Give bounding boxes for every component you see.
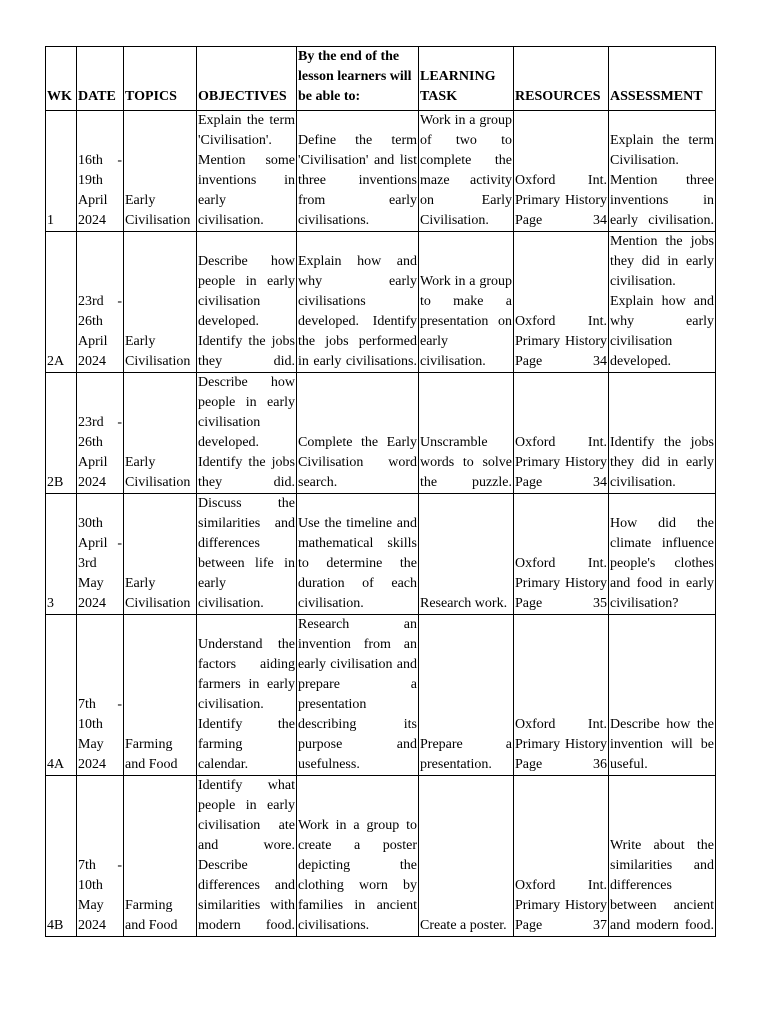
table-row — [46, 232, 716, 373]
table-row — [46, 111, 716, 232]
cell-assessment: Explain the term Civilisation. Mention three inventions in early civilisation. — [609, 111, 716, 232]
table-row — [46, 494, 716, 615]
cell-wk: 2B — [46, 373, 77, 494]
header-resources: RESOURCES — [514, 47, 609, 111]
cell-resources: Oxford Int. Primary History Page 34 — [514, 111, 609, 232]
cell-resources: Oxford Int. Primary History Page 35 — [514, 494, 609, 615]
cell-date: 23rd - 26th April 2024 — [77, 232, 124, 373]
cell-resources: Oxford Int. Primary History Page 37 — [514, 776, 609, 937]
cell-resources: Oxford Int. Primary History Page 34 — [514, 373, 609, 494]
table-row — [46, 776, 716, 937]
header-row — [46, 47, 716, 111]
cell-objectives: Understand the factors aiding farmers in early civilisation. Identify the farming calendar. — [197, 615, 297, 776]
cell-objectives: Identify what people in early civilisation ate and wore. Describe differences and similarities with modern food. — [197, 776, 297, 937]
cell-outcome: Work in a group to create a poster depicting the clothing worn by families in ancient civilisations. — [297, 776, 419, 937]
cell-task: Work in a group of two to complete the maze activity on Early Civilisation. — [419, 111, 514, 232]
header-learning-task: LEARNING TASK — [419, 47, 514, 111]
cell-task: Prepare a presentation. — [419, 615, 514, 776]
cell-wk: 3 — [46, 494, 77, 615]
cell-topic: Farming and Food — [124, 776, 197, 937]
cell-assessment: Identify the jobs they did in early civilisation. — [609, 373, 716, 494]
cell-outcome: Research an invention from an early civilisation and prepare a presentation describing its purpose and usefulness. — [297, 615, 419, 776]
cell-date: 7th - 10th May 2024 — [77, 776, 124, 937]
header-assessment: ASSESSMENT — [609, 47, 716, 111]
cell-date: 16th - 19th April 2024 — [77, 111, 124, 232]
scheme-of-work-table — [45, 46, 716, 937]
cell-outcome: Complete the Early Civilisation word search. — [297, 373, 419, 494]
cell-wk: 1 — [46, 111, 77, 232]
cell-outcome: Define the term 'Civilisation' and list three inventions from early civilisations. — [297, 111, 419, 232]
cell-date: 7th - 10th May 2024 — [77, 615, 124, 776]
cell-date: 30th April - 3rd May 2024 — [77, 494, 124, 615]
cell-topic: Early Civilisation — [124, 494, 197, 615]
cell-objectives: Explain the term 'Civilisation'. Mention some inventions in early civilisation. — [197, 111, 297, 232]
cell-objectives: Describe how people in early civilisation developed. Identify the jobs they did. — [197, 232, 297, 373]
cell-date: 23rd - 26th April 2024 — [77, 373, 124, 494]
cell-assessment: Write about the similarities and differences between ancient and modern food. — [609, 776, 716, 937]
cell-outcome: Explain how and why early civilisations developed. Identify the jobs performed in early civilisations. — [297, 232, 419, 373]
cell-task: Unscramble words to solve the puzzle. — [419, 373, 514, 494]
cell-assessment: Mention the jobs they did in early civilisation. Explain how and why early civilisation developed. — [609, 232, 716, 373]
header-date: DATE — [77, 47, 124, 111]
cell-task: Work in a group to make a presentation on early civilisation. — [419, 232, 514, 373]
cell-topic: Early Civilisation — [124, 373, 197, 494]
header-topics: TOPICS — [124, 47, 197, 111]
cell-assessment: How did the climate influence people's clothes and food in early civilisation? — [609, 494, 716, 615]
cell-topic: Early Civilisation — [124, 232, 197, 373]
cell-task: Research work. — [419, 494, 514, 615]
cell-topic: Farming and Food — [124, 615, 197, 776]
table-row — [46, 615, 716, 776]
header-outcome: By the end of the lesson learners will be able to: — [297, 47, 419, 111]
cell-objectives: Discuss the similarities and differences between life in early civilisation. — [197, 494, 297, 615]
cell-wk: 4B — [46, 776, 77, 937]
cell-resources: Oxford Int. Primary History Page 36 — [514, 615, 609, 776]
cell-task: Create a poster. — [419, 776, 514, 937]
header-objectives: OBJECTIVES — [197, 47, 297, 111]
cell-topic: Early Civilisation — [124, 111, 197, 232]
cell-wk: 2A — [46, 232, 77, 373]
header-wk: WK — [46, 47, 77, 111]
cell-outcome: Use the timeline and mathematical skills to determine the duration of each civilisation. — [297, 494, 419, 615]
cell-wk: 4A — [46, 615, 77, 776]
cell-objectives: Describe how people in early civilisation developed. Identify the jobs they did. — [197, 373, 297, 494]
cell-resources: Oxford Int. Primary History Page 34 — [514, 232, 609, 373]
cell-assessment: Describe how the invention will be useful. — [609, 615, 716, 776]
table-row — [46, 373, 716, 494]
